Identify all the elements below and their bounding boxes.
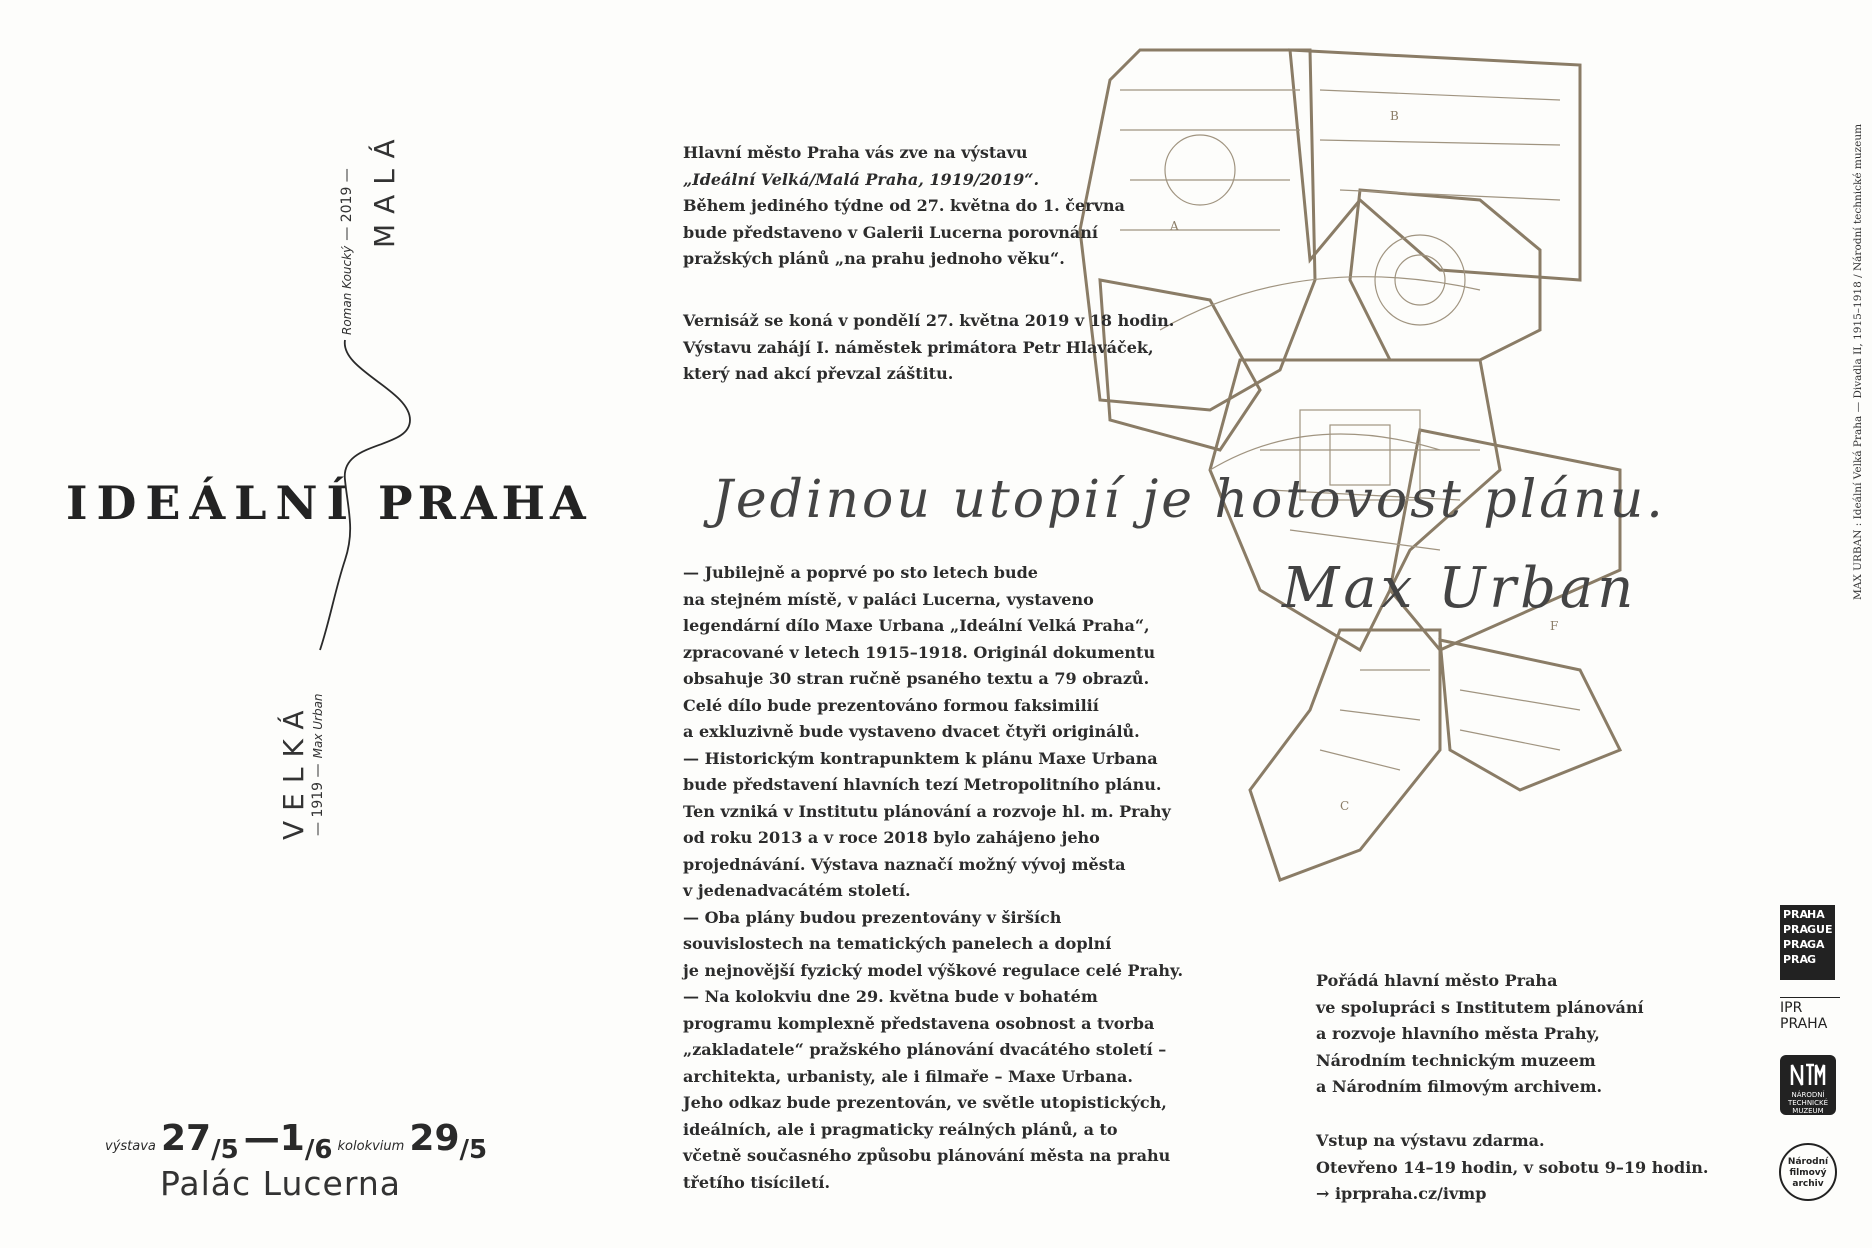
- main-line: — Na kolokviu dne 29. května bude v bohatém: [683, 987, 1098, 1006]
- main-line: je nejnovější fyzický model výškové regulace celé Prahy.: [683, 960, 1184, 980]
- main-line: — Oba plány budou prezentovány v širších: [683, 907, 1062, 927]
- title-right: PRAHA: [378, 476, 591, 530]
- intro-text: [683, 140, 1125, 273]
- opening-line: Výstavu zahájí I. náměstek primátora Petr Hlaváček,: [683, 337, 1154, 357]
- organizer-line: ve spolupráci s Institutem plánování: [1316, 997, 1644, 1017]
- main-line: v jedenadvacátém století.: [683, 881, 911, 900]
- date-dash: —: [243, 1118, 280, 1159]
- end-month: 6: [314, 1135, 333, 1165]
- main-line: — Historickým kontrapunktem k plánu Maxe Urbana: [683, 748, 1158, 768]
- intro-line: bude představeno v Galerii Lucerna porovnání: [683, 222, 1098, 242]
- intro-line: Hlavní město Praha vás zve na výstavu: [683, 143, 1028, 162]
- dates-line: výstava 27/5 —1/6 kolokvium 29/5: [105, 1118, 488, 1165]
- organizer-text: [1316, 968, 1644, 1101]
- main-line: Ten vzniká v Institutu plánování a rozvoje hl. m. Prahy: [683, 801, 1171, 821]
- website-link[interactable]: → iprpraha.cz/ivmp: [1316, 1184, 1487, 1203]
- coll-day: 29: [409, 1118, 460, 1159]
- nfa-logo: [1779, 1143, 1837, 1201]
- opening-text: [683, 308, 1174, 388]
- main-line: včetně současného způsobu plánování města na prahu: [683, 1146, 1171, 1165]
- main-line: zpracované v letech 1915–1918. Originál dokumentu: [683, 642, 1156, 662]
- nfa-label: Národní filmový archiv: [1787, 1157, 1829, 1189]
- word-mala: MALÁ: [368, 129, 401, 248]
- venue: Palác Lucerna: [160, 1164, 401, 1203]
- handwritten-signature: Max Urban: [1282, 556, 1638, 621]
- main-text: [683, 560, 1183, 1196]
- image-credit: MAX URBAN : Ideální Velká Praha — Divadla II, 1915–1918 / Národní technické muzeum: [1852, 123, 1864, 600]
- ntm-mark-icon: [1788, 1061, 1828, 1089]
- colloquium-label: kolokvium: [337, 1139, 405, 1154]
- title-left: IDEÁLNÍ: [66, 476, 358, 530]
- end-day: 1: [279, 1118, 305, 1159]
- organizer-line: Národním technickým muzeem: [1316, 1050, 1596, 1070]
- opening-line: který nad akcí převzal záštitu.: [683, 364, 954, 383]
- start-day: 27: [160, 1118, 212, 1159]
- svg-text:B: B: [1390, 109, 1399, 123]
- handwritten-quote: Jedinou utopií je hotovost plánu.: [712, 470, 1666, 530]
- main-line: legendární dílo Maxe Urbana „Ideální Velká Praha“,: [683, 616, 1150, 635]
- svg-text:C: C: [1340, 799, 1350, 813]
- praha-logo: PRA HA PRA GUE PRA GA PRA G: [1780, 905, 1835, 980]
- main-line: obsahuje 30 stran ručně psaného textu a 79 obrazů.: [683, 669, 1150, 688]
- main-line: a exkluzivně bude vystaveno dvacet čtyři originálů.: [683, 722, 1140, 741]
- main-line: programu komplexně představena osobnost a tvorba: [683, 1013, 1155, 1033]
- main-line: Jeho odkaz bude prezentován, ve světle utopistických,: [683, 1093, 1167, 1112]
- author-urban: Max Urban: [311, 693, 325, 759]
- main-line: třetího tisíciletí.: [683, 1172, 831, 1192]
- main-line: architekta, urbanisty, ale i filmaře – Maxe Urbana.: [683, 1066, 1133, 1086]
- main-line: ideálních, ale i pragmaticky reálných plánů, a to: [683, 1119, 1118, 1139]
- year-2019: — 2019 —: [339, 168, 355, 241]
- intro-line: „Ideální Velká/Malá Praha, 1919/2019“.: [683, 169, 1040, 189]
- ntm-logo: [1780, 1055, 1836, 1115]
- exhibition-label: výstava: [105, 1139, 156, 1154]
- admission-line: Otevřeno 14–19 hodin, v sobotu 9–19 hodin.: [1316, 1157, 1709, 1177]
- main-line: Celé dílo bude prezentováno formou faksimilií: [683, 695, 1099, 715]
- admission-line: Vstup na výstavu zdarma.: [1316, 1131, 1545, 1150]
- river-line: [300, 330, 420, 660]
- organizer-line: a rozvoje hlavního města Prahy,: [1316, 1024, 1600, 1043]
- main-line: od roku 2013 a v roce 2018 bylo zahájeno jeho: [683, 828, 1100, 847]
- main-line: souvislostech na tematických panelech a doplní: [683, 934, 1112, 953]
- opening-line: Vernisáž se koná v pondělí 27. května 2019 v 18 hodin.: [683, 311, 1175, 330]
- word-velka: VELKÁ: [277, 700, 310, 840]
- svg-text:F: F: [1550, 619, 1559, 633]
- author-koucky: Roman Koucký: [340, 245, 354, 335]
- main-line: — Jubilejně a poprvé po sto letech bude: [683, 563, 1038, 582]
- year-1919: — 1919 —: [310, 763, 326, 836]
- admission-text: [1316, 1128, 1708, 1208]
- organizer-line: Pořádá hlavní město Praha: [1316, 971, 1558, 990]
- main-line: na stejném místě, v paláci Lucerna, vystaveno: [683, 589, 1094, 609]
- vertical-top-group: [336, 168, 355, 335]
- start-month: 5: [220, 1135, 239, 1165]
- ntm-label: NÁRODNÍ TECHNICKÉ MUZEUM: [1787, 1091, 1829, 1115]
- vertical-bottom-group: [307, 693, 326, 836]
- main-line: projednávání. Výstava naznačí možný vývoj města: [683, 854, 1126, 874]
- coll-month: 5: [469, 1135, 488, 1165]
- main-line: „zakladatele“ pražského plánování dvacátého století –: [683, 1040, 1167, 1059]
- organizer-line: a Národním filmovým archivem.: [1316, 1077, 1603, 1096]
- main-line: bude představení hlavních tezí Metropolitního plánu.: [683, 775, 1162, 794]
- svg-text:A: A: [1170, 219, 1179, 233]
- intro-line: pražských plánů „na prahu jednoho věku“.: [683, 249, 1065, 268]
- intro-line: Během jediného týdne od 27. května do 1. června: [683, 196, 1125, 215]
- ipr-logo: IPR PRAHA: [1780, 997, 1840, 1032]
